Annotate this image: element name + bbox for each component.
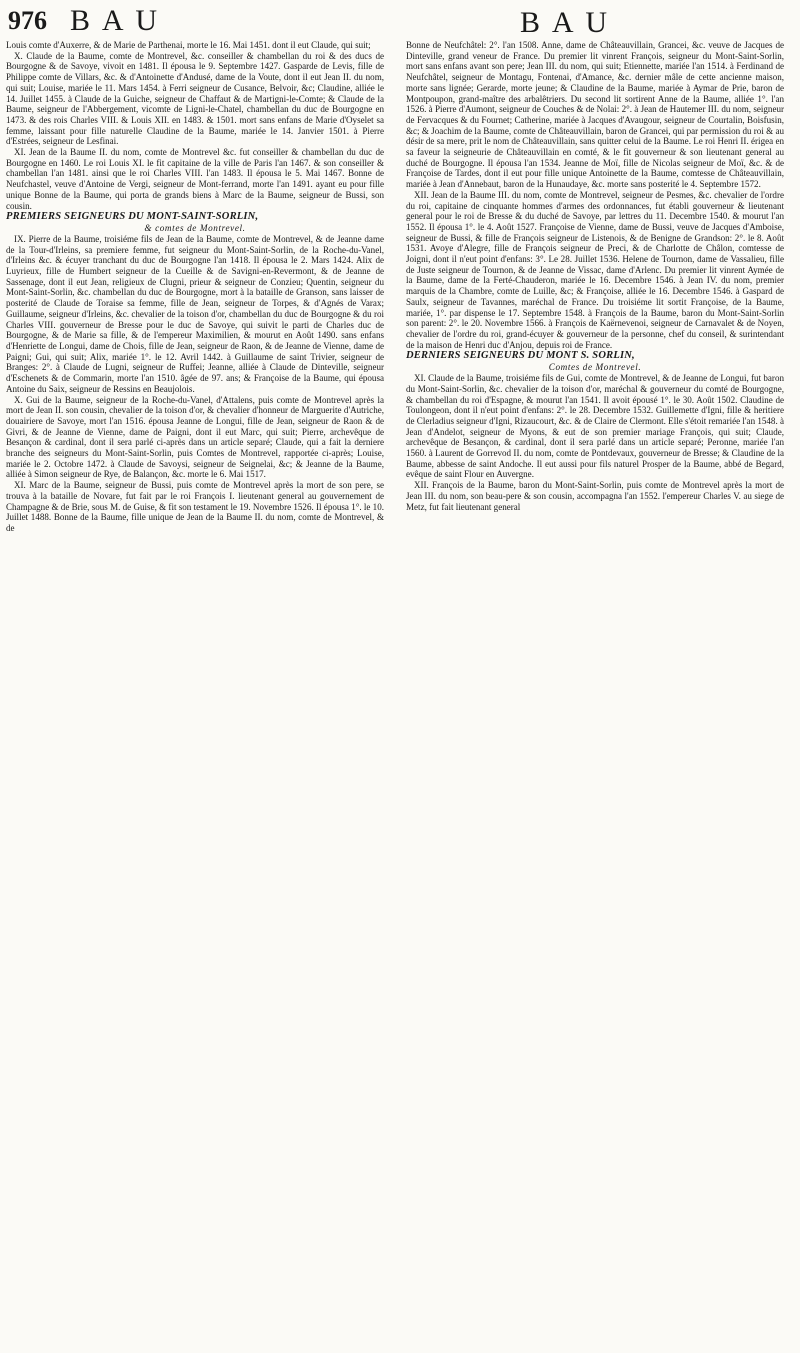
page-number: 976	[8, 6, 47, 35]
paragraph: XI. Marc de la Baume, seigneur de Bussi, puis comte de Montrevel après la mort de son pere, se trouva à la bataille de Novare, fut fait par le roi François I. lieutenant general au gouvernement de Champagne & de Brie, sous M. de Guise, & fit son testament le 19. Novembre 1526. Il épousa 1°. le 10. Juillet 1488. Bonne de la Baume, fille unique de Jean de la Baume II. du nom, comte de Montrevel, & de	[6, 480, 384, 533]
paragraph: XII. François de la Baume, baron du Mont-Saint-Sorlin, puis comte de Montrevel après la mort de Jean III. du nom, son beau-pere & son cousin, accompagna l'an 1552. l'empereur Charles V. au siege de Metz, fut fait lieutenant general	[406, 480, 784, 512]
paragraph: XII. Jean de la Baume III. du nom, comte de Montrevel, seigneur de Pesmes, &c. chevalier de l'ordre du roi, capitaine de cinquante hommes d'armes des ordonnances, fut établi gouverneur & lieutenant general pour le roi de Bresse & du duché de Savoye, par lettres du 11. Decembre 1540. & mourut l'an 1552. Il épousa 1°. le 4. Août 1527. Françoise de Vienne, dame de Bussi, veuve de Jacques d'Amboise, seigneur de Bussi, & fille de François seigneur de Listenois, & de Benigne de Grandson: 2°. le 8. Août 1531. Avoye d'Alegre, fille de François seigneur de Preci, & de Charlotte de Châlon, comtesse de Joigni, dont il n'eut point d'enfans: 3°. Le 28. Juillet 1536. Helene de Tournon, dame de Vassalieu, fille de Juste seigneur de Tournon, & de Jeanne de Vissac, dame d'Arlenc. Du premier lit vinrent Aymée de la Baume, dame de la Ferté-Chauderon, mariée le 16. Decembre 1546. à Jean IV. du nom, premier marquis de la Chambre, comte de Luille, &c; & Françoise, alliée le 16. Decembre 1546. à Gaspard de Saulx, seigneur de Tavannes, maréchal de France. Du troisiéme lit sortit Françoise, de la Baume, mariée, 1°. par dispense le 17. Septembre 1548. à François de la Baume, baron du Mont-Saint-Sorlin son parent: 2°. le 20. Novembre 1566. à François de Kaërnevenoi, seigneur de Carnavalet & de Noyen, chevalier de l'ordre du roi, grand-écuyer & gouverneur de la personne, chef du conseil, & surintendant de la maison de Henri duc d'Anjou, depuis roi de France.	[406, 189, 784, 350]
paragraph: Louis comte d'Auxerre, & de Marie de Parthenai, morte le 16. Mai 1451. dont il eut Claude, qui suit;	[6, 40, 371, 50]
section-subheading: Comtes de Montrevel.	[548, 362, 642, 373]
right-column	[406, 40, 784, 1340]
paragraph: XI. Jean de la Baume II. du nom, comte de Montrevel &c. fut conseiller & chambellan du duc de Bourgogne en 1460. Le roi Louis XI. le fit capitaine de la ville de Paris l'an 1467. & son conseiller & chambellan l'an 1481. ainsi que le roi Charles VIII. l'an 1483. Il épousa le 5. Mai 1467. Bonne de Neufchastel, veuve d'Antoine de Vergi, seigneur de Mont-ferrand, morte l'an 1491. ayant eu pour fille unique Bonne de la Baume, qui porta de grands biens à Marc de la Baume, seigneur de Bussi, son cousin.	[6, 147, 384, 211]
running-head-left: B A U	[70, 4, 161, 37]
section-heading: DERNIERS SEIGNEURS DU MONT S. SORLIN,	[406, 350, 635, 362]
left-column	[6, 40, 384, 1340]
paragraph: X. Claude de la Baume, comte de Montrevel, &c. conseiller & chambellan du roi & des ducs de Bourgogne & de Savoye, vivoit en 1481. Il épousa le 9. Septembre 1427. Gasparde de Levis, fille de Philippe comte de Villars, &c. & d'Antoinette d'Andusé, dame de la Voute, dont il eut Jean II. du nom, qui suit; Louise, mariée le 11. Mars 1454. à Ferri seigneur de Cusance, Belvoir, &c; Claudine, alliée le 14. Juillet 1455. à Claude de la Guiche, seigneur de Chaffaut & de Martigni-le-Comte; & Claude de la Baume, seigneur de l'Abbergement, vicomte de Ligni-le-Chatel, chambellan du duc de Bourgogne en 1473. & des rois Charles VIII. & Louis XII. en 1483. & 1501. mort sans enfans de Marie d'Oyselet sa femme, laissant pour fille naturelle Claudine de la Baume, mariée le 14. Janvier 1501. à Pierre d'Estrées, seigneur de Lesfinai.	[6, 50, 384, 147]
paragraph: IX. Pierre de la Baume, troisiéme fils de Jean de la Baume, comte de Montrevel, & de Jeanne dame de la Tour-d'Irleins, sa premiere femme, fut seigneur du Mont-Saint-Sorlin, de la Roche-du-Vanel, d'Irleins &c. & écuyer tranchant du duc de Bourgogne l'an 1418. Il épousa le 2. Mars 1424. Alix de Luyrieux, fille de Humbert seigneur de la Cueille & de Savigni-en-Revermont, & de Jeanne de Sassenage, dont il eut Jean, religieux de Clugni, prieur & seigneur de Conzieu; Quentin, seigneur du Mont-Saint-Sorlin, &c. chambellan du duc de Bourgogne, mort à la bataille de Granson, sans laisser de posterité de Claude de Toraise sa femme, fille de Jean, seigneur de Torpes, & d'Agnés de Varax; Guillaume, seigneur d'Irleins, &c. chevalier de la toison d'or, chambellan du duc de Bourgogne & du roi Charles VIII. gouverneur de Bresse pour le duc de Savoye, qui suivit le parti de Charles duc de Bourgogne, & de Marie sa fille, & de l'empereur Maximilien, & mourut en Août 1490. sans enfans d'Henriette de Longui, dame de Chois, fille de Jean, seigneur de Raon, & de Jeanne de Vienne, dame de Paigni; Gui, qui suit; Alix, mariée 1°. le 12. Avril 1442. à Guillaume de saint Trivier, seigneur de Branges: 2°. à Claude de Lugni, seigneur de Ruffei; Jeanne, alliée à Claude de Dinteville, seigneur d'Eschenets & de Commarin, morte l'an 1510. âgée de 97. ans; & Françoise de la Baume, qui épousa Antoine du Saix, seigneur de Ressins en Beaujolois.	[6, 233, 384, 394]
paragraph: X. Gui de la Baume, seigneur de la Roche-du-Vanel, d'Attalens, puis comte de Montrevel après la mort de Jean II. son cousin, chevalier de la toison d'or, & chevalier d'honneur de Marguerite d'Autriche, douairiere de Savoye, mort l'an 1516. épousa Jeanne de Longui, fille de Jean, seigneur de Raon & de Givri, & de Jeanne de Vienne, dame de Paigni, dont il eut Marc, qui suit; Pierre, archevêque de Besançon & cardinal, dont il sera parlé ci-après dans un article separé; Claude, qui a fait la derniere branche des seigneurs du Mont-Saint-Sorlin, puis Comtes de Montrevel, rapportée ci-après; Louise, mariée le 2. Octobre 1472. à Claude de Savoysi, seigneur de Seignelai, &c; & Jeanne de la Baume, alliée à Simon seigneur de Rye, de Balançon, &c. morte le 6. Mai 1517.	[6, 394, 384, 480]
section-subheading: & comtes de Montrevel.	[144, 223, 246, 234]
paragraph: XI. Claude de la Baume, troisiéme fils de Gui, comte de Montrevel, & de Jeanne de Longui, fut baron du Mont-Saint-Sorlin, &c. chevalier de la toison d'or, maréchal & gouverneur du comté de Bourgogne, & chambellan du roi d'Espagne, & mourut l'an 1541. Il avoit épousé 1°. le 30. Août 1502. Claudine de Toulongeon, dont il n'eut point d'enfans: 2°. le 28. Decembre 1532. Guillemette d'Igni, fille & heritiere de Clerladius seigneur d'Igni, Rizaucourt, &c. & de Claire de Clermont. Elle s'étoit remariée l'an 1548. à Jean d'Andelot, seigneur de Myons, & eut de son premier mariage François, qui suit; Claude, archevêque de Besançon, & cardinal, dont il sera parlé dans un article separé; Peronne, mariée l'an 1560. à Laurent de Gorrevod II. du nom, comte de Pontdevaux, gouverneur de Bresse; & Claudine de la Baume, abbesse de saint Andoche. Il eut aussi pour fils naturel Prosper de la Baume, abbé de Begard, evêque de saint Flour en Auvergne.	[406, 373, 784, 480]
paragraph: Bonne de Neufchâtel: 2°. l'an 1508. Anne, dame de Châteauvillain, Grancei, &c. veuve de Jacques de Dinteville, grand veneur de France. Du premier lit vinrent François, seigneur du Mont-Saint-Sorlin, mort sans enfans avant son pere; Jean III. du nom, qui suit; Etiennette, mariée l'an 1514. à Ferdinand de Neufchâtel, seigneur de Montagu, Fontenai, d'Amance, &c. dernier mâle de cette ancienne maison, morte sans lignée; Gerarde, morte jeune; & Claudine de la Baume, mariée à Aymar de Prie, baron de Montpoupon, grand-maître des arbalêtriers. Du second lit sortirent Anne de la Baume, alliée 1°. l'an 1526. à Pierre d'Aumont, seigneur de Couches & de Nolai: 2°. à Jean de Hautemer III. du nom, seigneur de Fervacques & du Fournet; Catherine, mariée à Jacques d'Avaugour, seigneur de Courtalin, Boisfusin, &c; & Joachim de la Baume, comte de Châteauvillain, baron de Grancei, qui par permission du roi & au désir de sa mere, prit le nom de Châteauvillain, sans quitter celui de la Baume. Le roi Henri II. érigea en sa faveur la seigneurie de Châteauvillain en comté, & le fit gouverneur & son lieutenant general au duché de Bourgogne. Il épousa l'an 1534. Jeanne de Moï, fille de Nicolas seigneur de Moï, &c. & de Françoise de Tardes, dont il eut pour fille unique Antoinette de la Baume, comtesse de Châteauvillain, mariée à Jean d'Annebaut, baron de la Hunaudaye, &c. morte sans posterité le 4. Septembre 1572.	[406, 40, 784, 190]
page-header	[0, 6, 800, 40]
running-head-right: B A U	[520, 6, 611, 39]
section-heading: PREMIERS SEIGNEURS DU MONT-SAINT-SORLIN,	[6, 211, 259, 223]
